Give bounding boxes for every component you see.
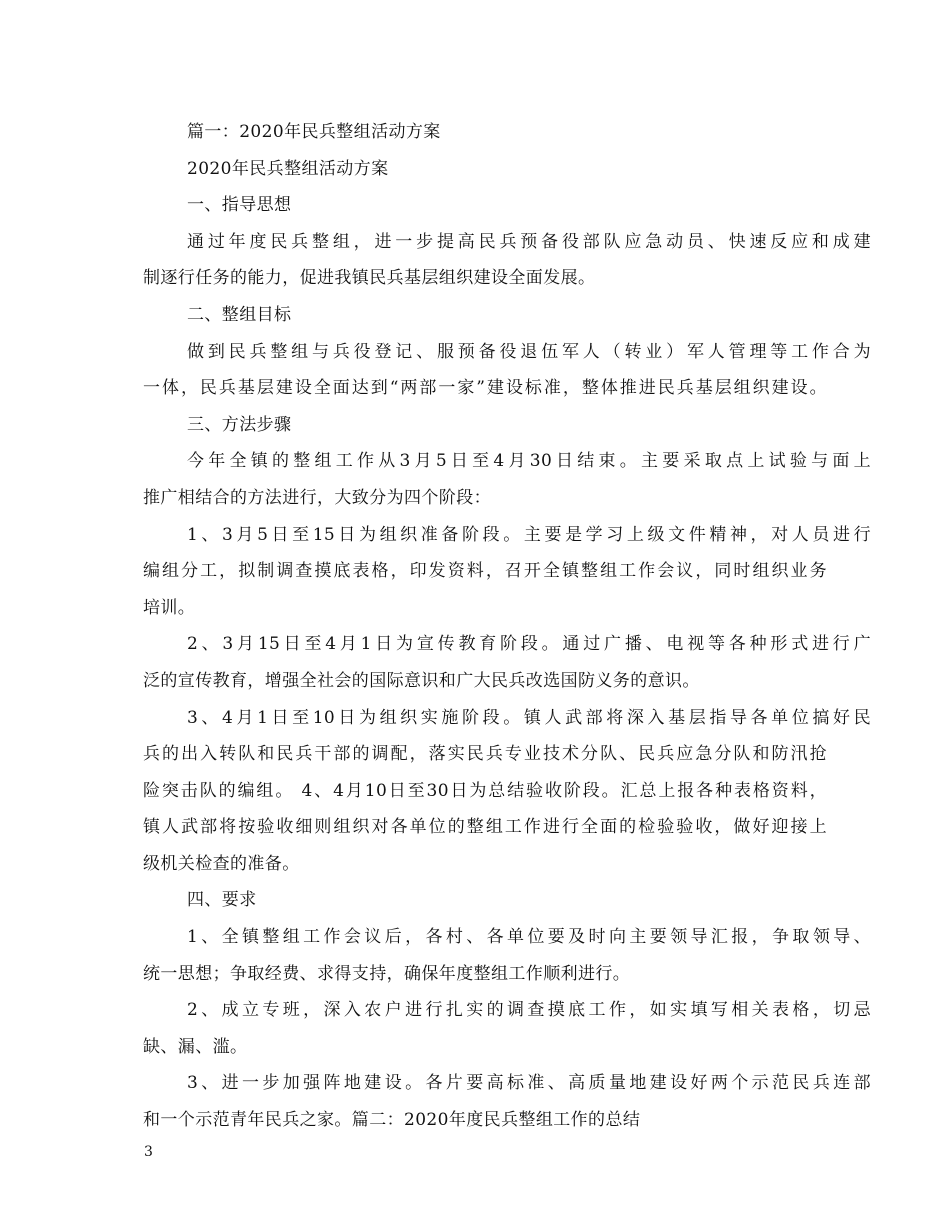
section-heading-goals: 二、整组目标 <box>187 304 292 325</box>
paragraph-line: 统一思想；争取经费、求得支持，确保年度整组工作顺利进行。 <box>143 963 631 984</box>
paragraph-line: 2、3月15日至4月1日为宣传教育阶段。通过广播、电视等各种形式进行广 <box>187 634 871 655</box>
paragraph-line: 3、4月1日至10日为组织实施阶段。镇人武部将深入基层指导各单位搞好民 <box>187 707 871 728</box>
paragraph-line: 编组分工，拟制调查摸底表格，印发资料，召开全镇整组工作会议，同时组织业务 <box>143 561 827 582</box>
paragraph-line: 兵的出入转队和民兵干部的调配，落实民兵专业技术分队、民兵应急分队和防汛抢 <box>143 744 827 765</box>
paragraph-line: 镇人武部将按验收细则组织对各单位的整组工作进行全面的检验验收，做好迎接上 <box>143 817 827 838</box>
section-heading-requirements: 四、要求 <box>187 890 257 911</box>
paragraph-line: 和一个示范青年民兵之家。篇二：2020年度民兵整组工作的总结 <box>143 1110 641 1131</box>
paragraph-line: 一体，民兵基层建设全面达到“两部一家”建设标准，整体推进民兵基层组织建设。 <box>143 378 827 399</box>
paragraph-line: 制逐行任务的能力，促进我镇民兵基层组织建设全面发展。 <box>143 268 596 289</box>
paragraph-line: 缺、漏、滥。 <box>143 1036 248 1057</box>
section-heading-guiding-thought: 一、指导思想 <box>187 195 292 216</box>
section-heading-methods: 三、方法步骤 <box>187 414 292 435</box>
heading-part-one: 篇一：2020年民兵整组活动方案 <box>187 122 441 142</box>
document-title: 2020年民兵整组活动方案 <box>187 158 389 179</box>
paragraph-line: 级机关检查的准备。 <box>143 853 300 874</box>
paragraph-line: 培训。 <box>143 597 196 618</box>
paragraph-line: 1、全镇整组工作会议后，各村、各单位要及时向主要领导汇报，争取领导、 <box>187 927 871 948</box>
paragraph-line: 1、3月5日至15日为组织准备阶段。主要是学习上级文件精神，对人员进行 <box>187 524 871 545</box>
document-body <box>143 114 871 1139</box>
paragraph-line: 2、成立专班，深入农户进行扎实的调查摸底工作，如实填写相关表格，切忌 <box>187 1000 871 1021</box>
paragraph-line: 今年全镇的整组工作从3月5日至4月30日结束。主要采取点上试验与面上 <box>187 451 871 472</box>
paragraph-line: 做到民兵整组与兵役登记、服预备役退伍军人（转业）军人管理等工作合为 <box>187 341 871 362</box>
page-number: 3 <box>144 1144 153 1160</box>
paragraph-line: 险突击队的编组。 4、4月10日至30日为总结验收阶段。汇总上报各种表格资料， <box>143 780 827 801</box>
paragraph-line: 泛的宣传教育，增强全社会的国际意识和广大民兵改选国防义务的意识。 <box>143 670 700 691</box>
paragraph-line: 3、进一步加强阵地建设。各片要高标准、高质量地建设好两个示范民兵连部 <box>187 1073 871 1094</box>
paragraph-line: 推广相结合的方法进行，大致分为四个阶段： <box>143 487 491 508</box>
paragraph-line: 通过年度民兵整组，进一步提高民兵预备役部队应急动员、快速反应和成建 <box>187 231 871 252</box>
